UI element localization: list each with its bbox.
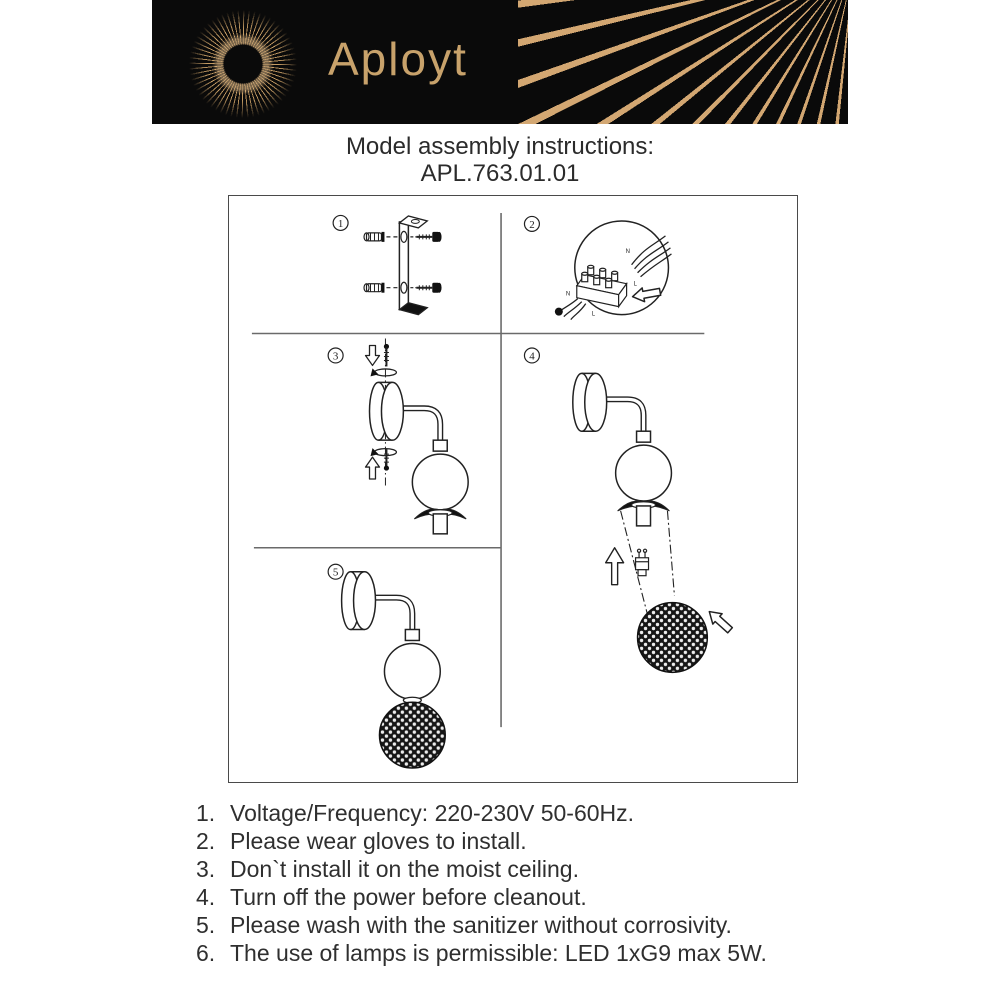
wire-connector-icon <box>555 308 563 316</box>
step-5-panel <box>342 572 446 768</box>
g9-bulb-icon <box>636 549 649 576</box>
list-item <box>196 939 836 967</box>
push-left-arrow-icon <box>631 285 661 304</box>
item-text: The use of lamps is permissible: LED 1xG9 max 5W. <box>230 940 767 966</box>
wall-lamp-icon <box>573 373 672 501</box>
mounting-bracket-icon <box>399 216 427 315</box>
wall-lamp-icon <box>342 572 441 700</box>
list-item <box>196 827 836 855</box>
socket-icon <box>414 509 466 534</box>
svg-text:L: L <box>633 281 637 288</box>
item-text: Please wash with the sanitizer without corrosivity. <box>230 912 732 938</box>
instruction-list <box>196 799 836 967</box>
step-5-number: 5 <box>332 566 339 579</box>
top-screw-icon <box>384 344 389 367</box>
item-number: 2. <box>196 828 216 854</box>
push-up-left-arrow-icon <box>705 606 735 635</box>
step-3-panel <box>366 339 469 534</box>
step-1-panel <box>364 216 442 315</box>
step-2-number: 2 <box>529 218 535 231</box>
crystal-shade-icon <box>638 603 708 673</box>
assembly-diagram-svg <box>229 196 797 782</box>
item-text: Don`t install it on the moist ceiling. <box>230 856 579 882</box>
list-item <box>196 911 836 939</box>
wall-lamp-icon <box>370 382 469 510</box>
assembly-diagram <box>228 195 798 783</box>
svg-text:L: L <box>591 311 596 318</box>
brand-name: Aployt <box>328 33 468 85</box>
list-item <box>196 799 836 827</box>
item-number: 1. <box>196 800 216 826</box>
starburst-logo-icon <box>188 9 298 119</box>
screw-icon <box>410 232 441 242</box>
svg-text:N: N <box>565 291 571 298</box>
socket-icon <box>618 501 670 526</box>
item-text: Voltage/Frequency: 220-230V 50-60Hz. <box>230 800 635 826</box>
up-arrow-icon <box>366 457 380 479</box>
list-item <box>196 855 836 883</box>
terminal-block-icon <box>577 265 627 306</box>
step-4-panel <box>573 373 735 672</box>
step-1-number: 1 <box>337 217 344 230</box>
svg-text:N: N <box>625 248 630 255</box>
list-item <box>196 883 836 911</box>
screw-icon <box>410 283 441 293</box>
rotate-arrow-icon <box>371 368 397 376</box>
item-number: 4. <box>196 884 216 910</box>
brand-header <box>152 0 848 124</box>
item-number: 3. <box>196 856 216 882</box>
model-number: APL.763.01.01 <box>420 160 580 187</box>
rotate-arrow-icon <box>371 448 397 456</box>
page-title: Model assembly instructions: <box>345 133 655 160</box>
down-arrow-icon <box>366 346 380 366</box>
item-number: 5. <box>196 912 216 938</box>
step-4-number: 4 <box>529 350 535 363</box>
item-number: 6. <box>196 940 216 966</box>
step-2-panel <box>555 221 672 320</box>
wall-anchor-icon <box>364 283 397 293</box>
bottom-screw-icon <box>384 449 389 471</box>
item-text: Turn off the power before cleanout. <box>230 884 587 910</box>
wall-anchor-icon <box>364 232 397 242</box>
corner-rays-decoration <box>518 0 848 124</box>
step-3-number: 3 <box>332 350 339 363</box>
item-text: Please wear gloves to install. <box>230 828 527 854</box>
title-block <box>0 133 1000 187</box>
up-arrow-icon <box>606 548 624 585</box>
crystal-shade-icon <box>379 702 445 768</box>
